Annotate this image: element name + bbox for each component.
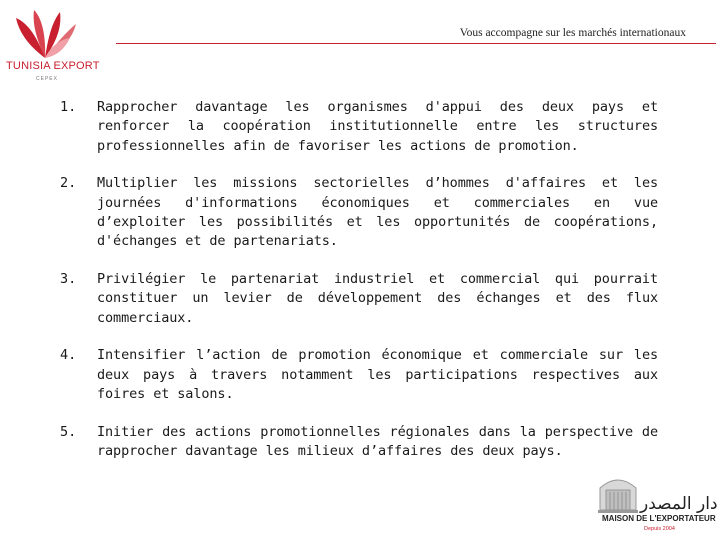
item-number: 2. — [60, 175, 77, 192]
logo-brand-text: TUNISIA EXPORT — [6, 60, 100, 72]
header-divider — [116, 43, 716, 44]
fan-emblem-icon — [12, 8, 78, 60]
list-item — [60, 270, 658, 328]
item-number: 5. — [60, 423, 77, 440]
item-text: Initier des actions promotionnelles régionales dans la perspective de rapprocher davantage les milieux d’affaires des deux pays. — [97, 423, 658, 460]
building-emblem-icon — [596, 474, 640, 514]
recommendations-list — [60, 98, 658, 480]
list-item — [60, 98, 658, 156]
list-item — [60, 174, 658, 251]
item-number: 4. — [60, 347, 77, 364]
item-number: 3. — [60, 271, 77, 288]
since-text: Depuis 2004 — [644, 526, 675, 532]
maison-logo-text: MAISON DE L'EXPORTATEUR — [602, 514, 716, 523]
logo-sub-text: CEPEX — [36, 76, 58, 82]
item-text: Privilégier le partenariat industriel et commercial qui pourrait constituer un levier de développement des échanges et des flux commerciaux. — [97, 271, 658, 326]
header-tagline: Vous accompagne sur les marchés internationaux — [459, 27, 686, 39]
item-text: Rapprocher davantage les organismes d'appui des deux pays et renforcer la coopération institutionnelle entre les structures professionnelles afin de favoriser les actions de promotion. — [97, 99, 658, 154]
arabic-logo-text: دار المصدر — [640, 494, 718, 514]
list-item — [60, 423, 658, 462]
item-text: Intensifier l’action de promotion économique et commerciale sur les deux pays à travers notamment les participations respectives aux foires et salons. — [97, 347, 658, 403]
item-number: 1. — [60, 99, 77, 115]
tunisia-export-logo — [6, 8, 100, 82]
item-text: Multiplier les missions sectorielles d’hommes d'affaires et les journées d'informations économiques et commerciales en vue d’exploiter les possibilités et les opportunités de coopérations, d'échanges et de partenariats. — [97, 175, 658, 250]
list-item — [60, 346, 658, 404]
maison-exportateur-logo — [594, 474, 720, 538]
